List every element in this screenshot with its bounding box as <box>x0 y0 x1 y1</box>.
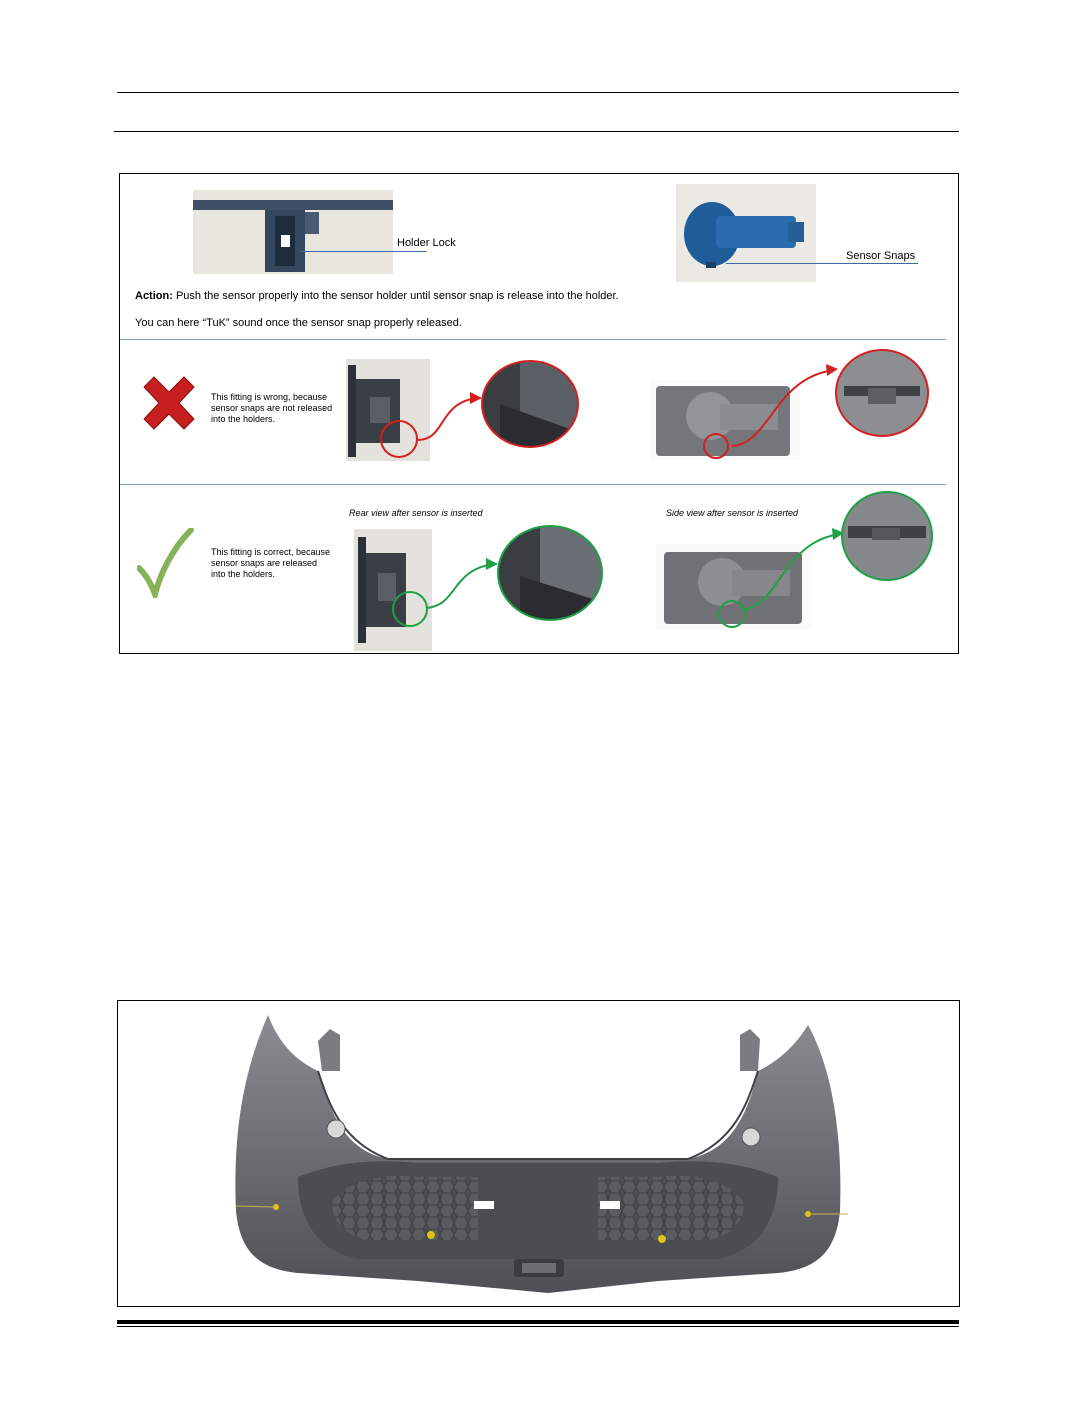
correct-rear-zoom <box>496 524 604 622</box>
correct-side-arrow <box>740 526 848 616</box>
footer-rule-thin <box>117 1326 959 1327</box>
wrong-rear-arrow <box>416 390 486 446</box>
action-label: Action: <box>135 290 173 302</box>
tuk-sound-note: You can here “TuK” sound once the sensor snap properly released. <box>135 317 462 329</box>
correct-side-zoom <box>840 490 934 582</box>
wrong-text-line-2: sensor snaps are not released <box>211 403 333 413</box>
correct-text-line-1: This fitting is correct, because <box>211 547 331 557</box>
holder-lock-photo <box>193 190 393 274</box>
correct-rear-arrow <box>424 554 500 614</box>
wrong-text-line-3: into the holders. <box>211 414 276 424</box>
sensor-snaps-label: Sensor Snaps <box>846 250 916 262</box>
wrong-text-line-1: This fitting is wrong, because <box>211 392 328 402</box>
section-separator-2 <box>120 484 946 485</box>
wrong-side-arrow <box>730 364 842 454</box>
holder-lock-leader <box>300 251 427 252</box>
correct-rear-view-photo <box>354 529 432 651</box>
wrong-side-zoom <box>834 348 930 438</box>
red-cross-icon <box>140 375 198 431</box>
holder-lock-label: Holder Lock <box>397 237 456 249</box>
header-rule-top <box>117 92 959 93</box>
wrong-fitting-text <box>211 392 341 425</box>
rear-bumper-panel <box>117 1000 960 1307</box>
wrong-rear-zoom <box>480 359 580 449</box>
rear-bumper-illustration <box>118 1001 959 1306</box>
sensor-snaps-photo <box>676 184 816 282</box>
correct-text-line-3: into the holders. <box>211 569 276 579</box>
action-text: Push the sensor properly into the sensor holder until sensor snap is release into the holder. <box>172 290 619 302</box>
green-check-icon <box>137 528 195 598</box>
footer-rule-thick <box>117 1320 959 1324</box>
side-view-caption: Side view after sensor is inserted <box>666 508 799 518</box>
correct-text-line-2: sensor snaps are released <box>211 558 318 568</box>
section-separator-1 <box>120 339 946 340</box>
sensor-snaps-leader <box>726 263 918 264</box>
header-rule-bottom <box>114 131 959 132</box>
sensor-fitting-panel <box>119 173 959 654</box>
action-instruction <box>135 290 619 302</box>
rear-view-caption: Rear view after sensor is inserted <box>349 508 483 518</box>
correct-fitting-text <box>211 547 341 580</box>
